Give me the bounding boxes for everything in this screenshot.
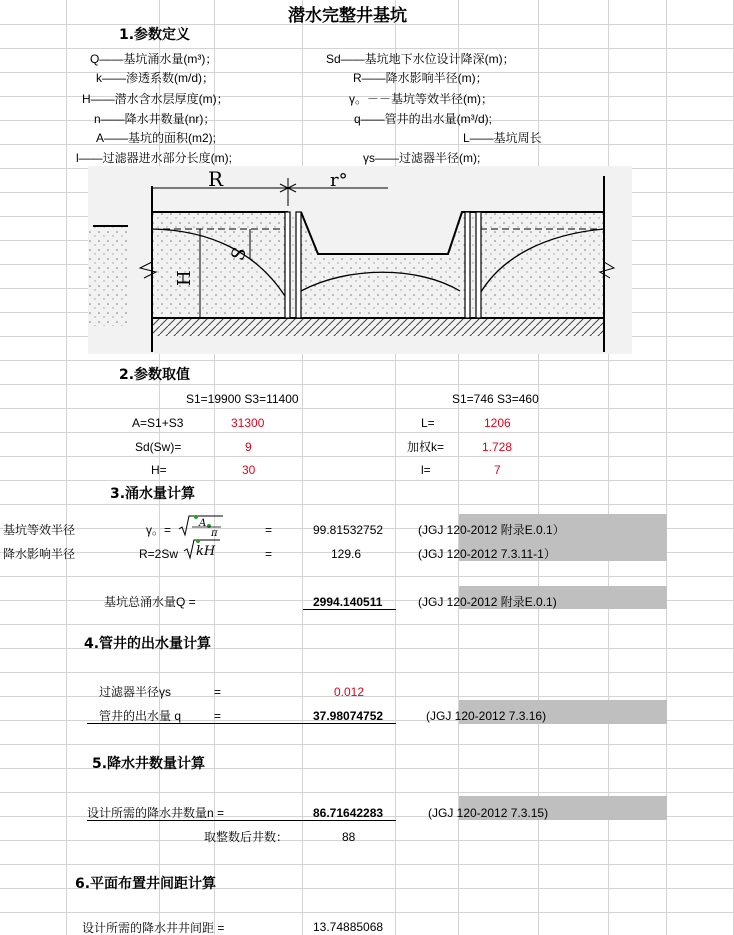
- def-n: n——降水井数量(nr)；: [94, 112, 216, 126]
- s-values-right: S1=746 S3=460: [452, 392, 539, 406]
- param-l-value: 1206: [484, 416, 511, 430]
- n-label: 设计所需的降水井数量n =: [87, 806, 225, 820]
- dewatering-diagram: [88, 166, 632, 354]
- section-2-heading: 2.参数取值: [119, 367, 191, 383]
- sqrt-a-over-pi-icon: [178, 514, 224, 538]
- def-perimeter: L——基坑周长: [463, 131, 542, 145]
- total-q-underline: [303, 609, 396, 610]
- r2-formula: R=2Sw: [139, 547, 179, 561]
- section-4-heading: 4.管井的出水量计算: [84, 636, 212, 652]
- r1-ref: (JGJ 120-2012 附录E.0.1）: [418, 523, 565, 537]
- section-6-heading: 6.平面布置井间距计算: [75, 876, 217, 892]
- label-S: S: [227, 244, 252, 264]
- section-5-heading: 5.降水井数量计算: [92, 756, 206, 772]
- n-value: 86.71642283: [313, 806, 384, 820]
- round-label: 取整数后井数：: [204, 830, 289, 844]
- def-gamma0: γ。－－基坑等效半径(m)；: [349, 92, 493, 106]
- def-gammas: γs——过滤器半径(m);: [363, 151, 481, 165]
- r1-rad-a: A: [199, 518, 207, 529]
- r2-ref: (JGJ 120-2012 7.3.11-1）: [418, 547, 556, 561]
- param-lf-value: 7: [494, 463, 501, 477]
- q-eq: =: [214, 709, 222, 723]
- total-q-label: 基坑总涌水量Q =: [104, 595, 196, 609]
- r2-name: 降水影响半径: [3, 547, 76, 561]
- param-lf-label: l=: [421, 463, 431, 477]
- sqrt-kh-icon: [183, 538, 221, 560]
- section-1-heading: 1.参数定义: [119, 27, 191, 43]
- param-k-value: 1.728: [482, 440, 513, 454]
- rs-label: 过滤器半径γs: [99, 685, 172, 699]
- q-ref: (JGJ 120-2012 7.3.16): [426, 709, 547, 723]
- q-underline: [87, 723, 396, 724]
- spacing-label: 设计所需的降水井井间距 =: [82, 921, 225, 935]
- q-value: 37.98074752: [313, 709, 384, 723]
- label-R: R: [208, 167, 224, 191]
- total-q-value: 2994.140511: [313, 595, 383, 609]
- n-ref: (JGJ 120-2012 7.3.15): [428, 806, 549, 820]
- def-sd: Sd——基坑地下水位设计降深(m)；: [326, 52, 515, 66]
- total-q-ref: (JGJ 120-2012 附录E.0.1): [418, 595, 557, 609]
- q-label: 管井的出水量 q: [99, 709, 182, 723]
- def-qwell: q——管井的出水量(m³/d);: [354, 112, 493, 126]
- param-h-value: 30: [242, 463, 256, 477]
- def-k: k——渗透系数(m/d)；: [96, 71, 214, 85]
- def-q: Q——基坑涌水量(m³)；: [90, 52, 218, 66]
- label-H: H: [174, 270, 195, 286]
- r2-value: 129.6: [331, 547, 362, 561]
- section-3-heading: 3.涌水量计算: [110, 486, 196, 502]
- r2-rad: kH: [196, 544, 216, 559]
- r1-name: 基坑等效半径: [3, 523, 76, 537]
- param-l-label: L=: [421, 416, 435, 430]
- rs-eq: =: [214, 685, 222, 699]
- r1-rad-b: π: [211, 528, 218, 538]
- r1-eq: =: [265, 523, 273, 537]
- label-r0: r°: [330, 170, 348, 191]
- param-k-label: 加权k=: [407, 440, 445, 454]
- def-a: A——基坑的面积(m2);: [96, 131, 217, 145]
- s-values-left: S1=19900 S3=11400: [186, 392, 299, 406]
- n-underline: [87, 820, 396, 821]
- spacing-value: 13.74885068: [313, 920, 384, 934]
- round-value: 88: [342, 830, 356, 844]
- rs-value: 0.012: [334, 685, 365, 699]
- r1-value: 99.81532752: [313, 523, 384, 537]
- r2-eq: =: [265, 547, 273, 561]
- param-h-label: H=: [151, 463, 167, 477]
- param-sd-value: 9: [245, 440, 252, 454]
- param-a-label: A=S1+S3: [132, 416, 184, 430]
- r1-formula: γ。=: [146, 523, 172, 537]
- param-sd-label: Sd(Sw)=: [135, 440, 182, 454]
- def-l: l——过滤器进水部分长度(m);: [76, 151, 232, 165]
- def-h: H——潜水含水层厚度(m)；: [82, 92, 229, 106]
- page-title: 潜水完整井基坑: [288, 6, 407, 26]
- def-r: R——降水影响半径(m)；: [353, 71, 488, 85]
- param-a-value: 31300: [231, 416, 265, 430]
